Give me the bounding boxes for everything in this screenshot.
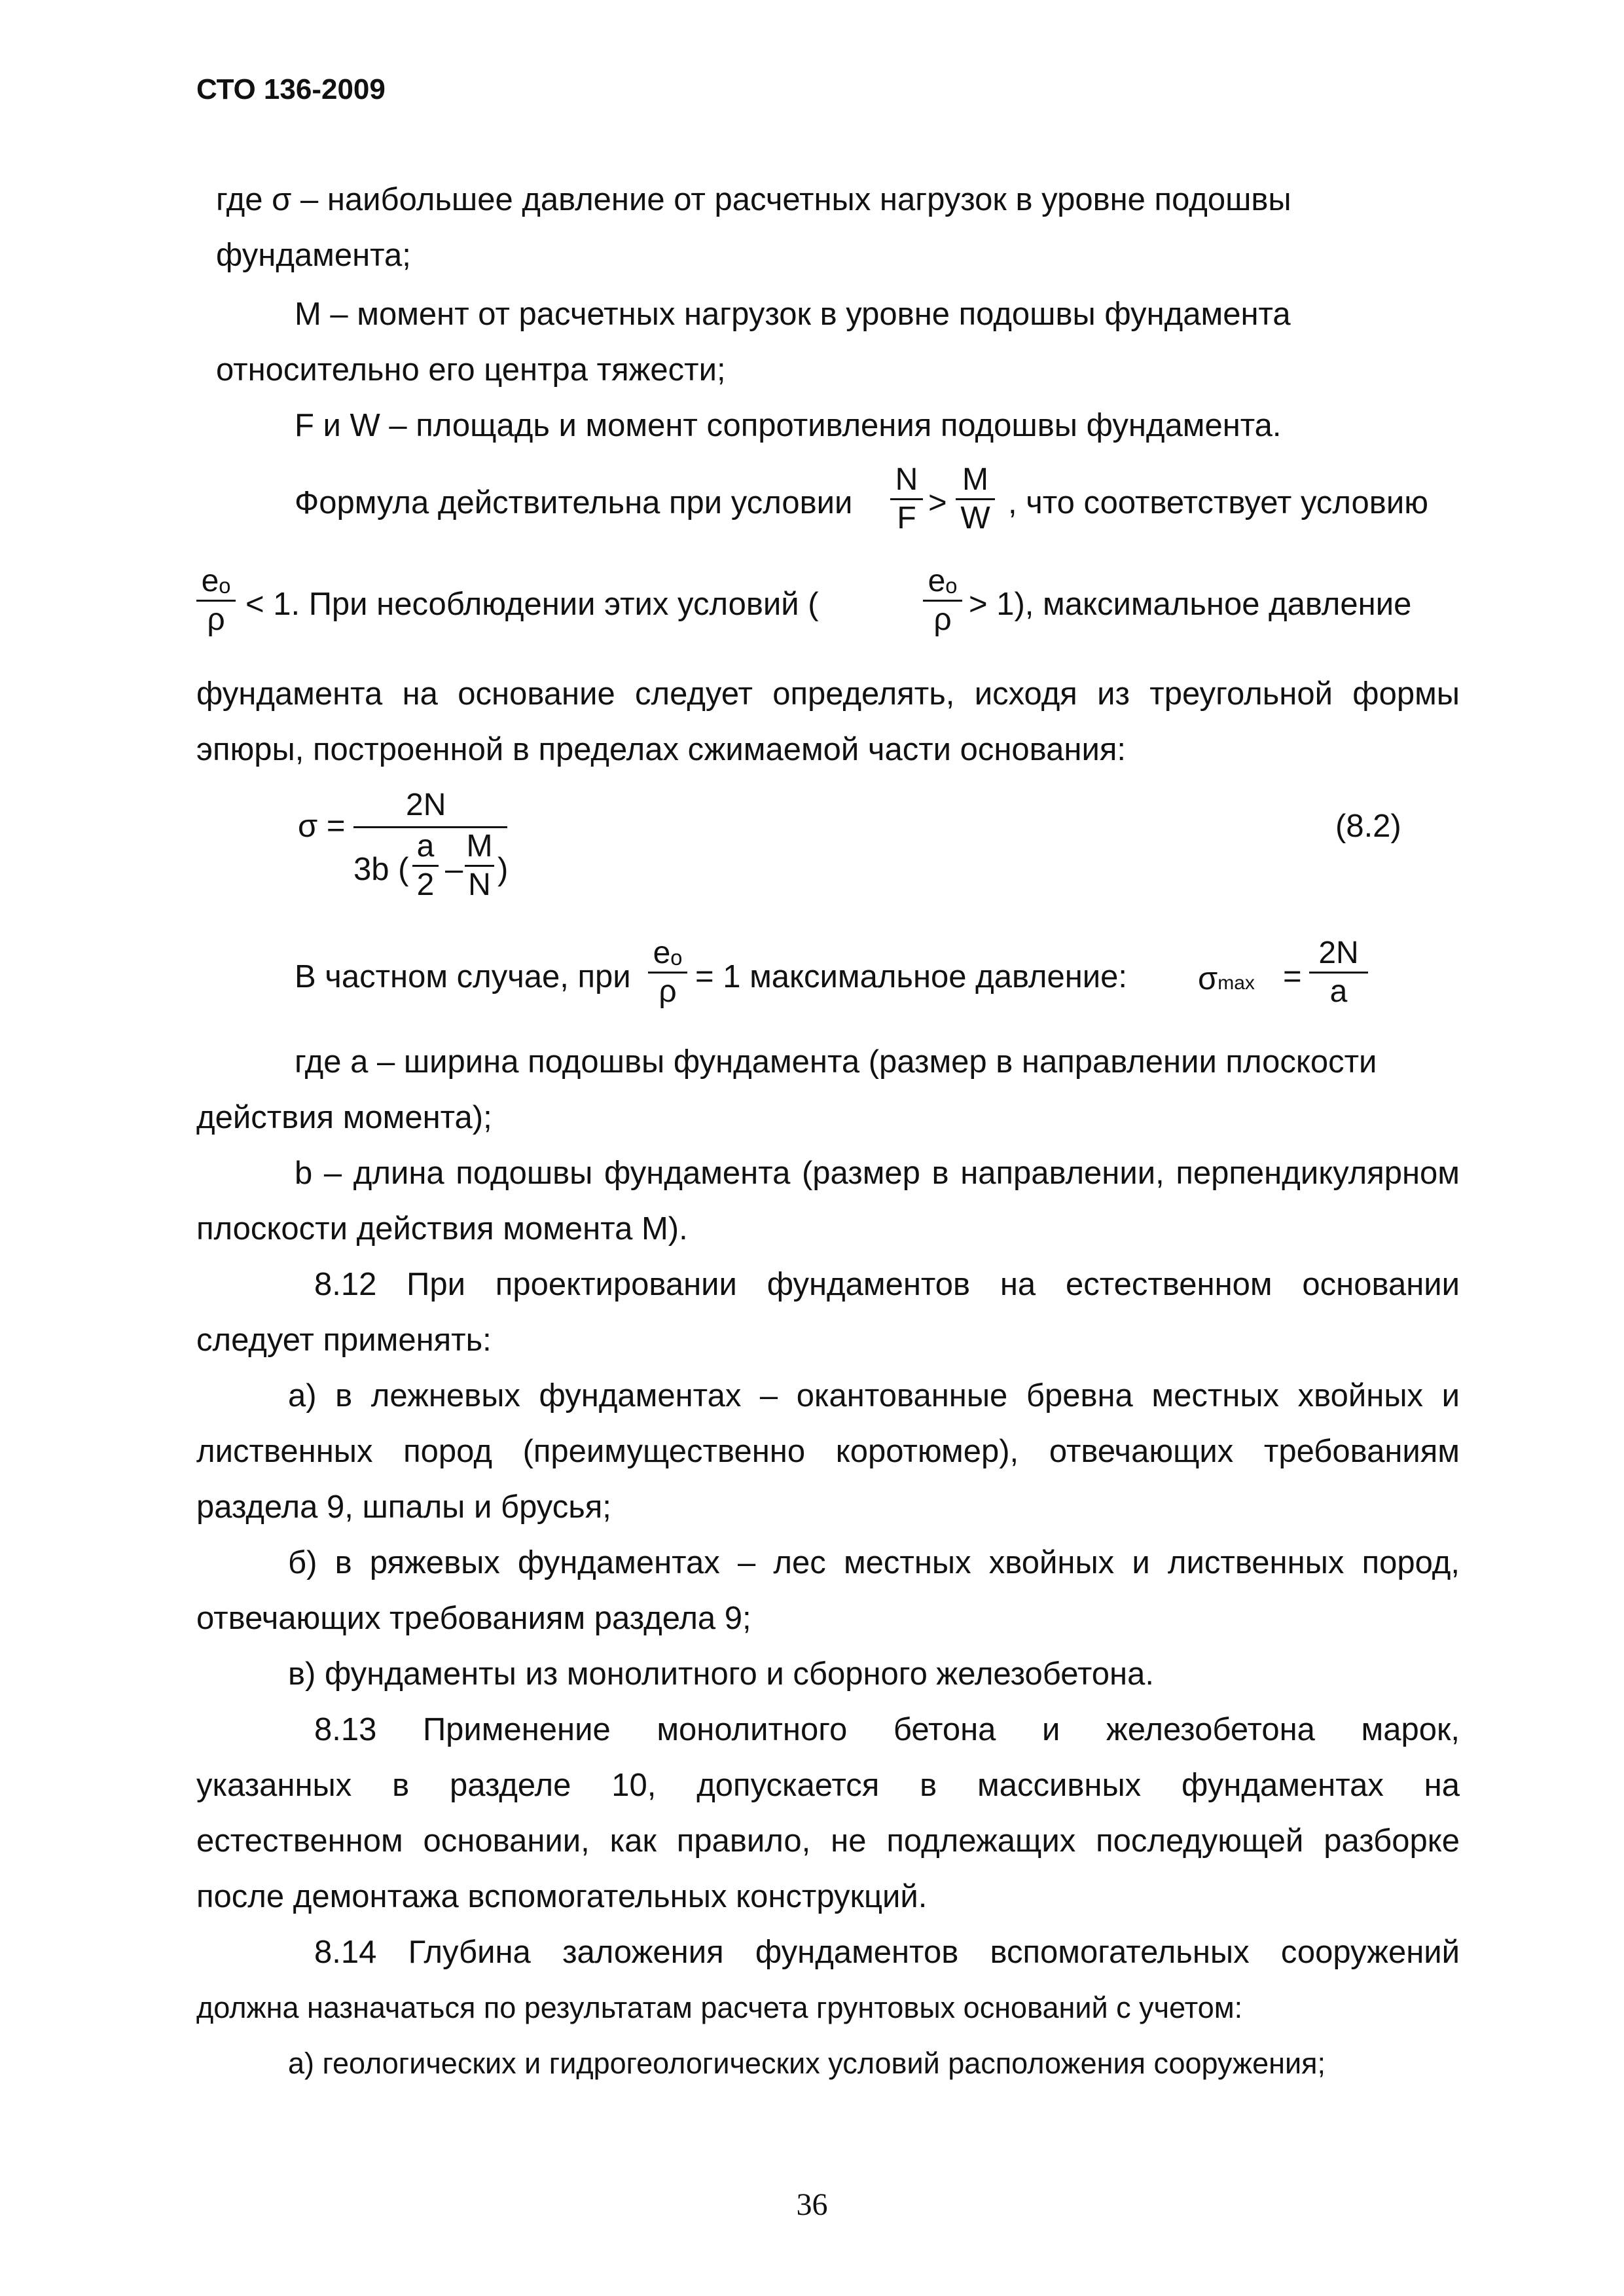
text-line: после демонтажа вспомогательных конструкций. — [196, 1879, 928, 1914]
text-line: эпюры, построенной в пределах сжимаемой части основания: — [196, 732, 1126, 767]
equals-sign: = — [1283, 959, 1302, 994]
numerator: 2N — [1318, 936, 1359, 970]
page-number: 36 — [796, 2187, 828, 2222]
text-line: 8.12 При проектировании фундаментов на естественном основании — [314, 1267, 1460, 1302]
denominator: ρ — [659, 974, 677, 1009]
denominator: 2 — [416, 867, 435, 902]
formula-denominator-suffix: ) — [497, 852, 509, 887]
sigma-symbol: σ — [1198, 961, 1218, 996]
numerator: eₒ — [201, 564, 231, 598]
text-line: 8.13 Применение монолитного бетона и железобетона марок, — [314, 1712, 1460, 1747]
numerator: M — [466, 829, 493, 864]
formula-denominator-prefix: 3b ( — [353, 852, 409, 887]
condition-text: , что соответствует условию — [1008, 485, 1428, 520]
text-line: относительно его центра тяжести; — [216, 352, 726, 388]
fraction-2n-over-a — [1309, 935, 1368, 1010]
fraction-e0-over-rho — [196, 563, 236, 638]
numerator: a — [416, 829, 435, 864]
condition-text: Формула действительна при условии — [295, 485, 853, 520]
denominator: N — [468, 867, 491, 902]
text-line: должна назначаться по результатам расчета грунтовых оснований с учетом: — [196, 1991, 1243, 2024]
text-line: лиственных пород (преимущественно коротюмер), отвечающих требованиям — [196, 1434, 1460, 1469]
fraction-e0-over-rho — [923, 563, 962, 638]
max-subscript: max — [1218, 972, 1255, 994]
text-line: отвечающих требованиям раздела 9; — [196, 1601, 751, 1636]
condition-text: > 1), максимальное давление — [969, 587, 1412, 622]
equation-number: (8.2) — [1335, 809, 1401, 844]
text-line: фундамента; — [216, 238, 411, 273]
fraction-n-over-f — [890, 462, 923, 537]
greater-sign: > — [928, 485, 947, 520]
fraction-m-over-w — [956, 462, 995, 537]
formula-numerator: 2N — [406, 788, 446, 822]
text-line: указанных в разделе 10, допускается в массивных фундаментах на — [196, 1768, 1460, 1803]
text-line: следует применять: — [196, 1322, 492, 1358]
denominator: W — [960, 501, 990, 536]
denominator: ρ — [933, 602, 952, 637]
text-line: а) в лежневых фундаментах – окантованные бревна местных хвойных и — [288, 1378, 1460, 1413]
fraction-e0-over-rho — [648, 935, 687, 1010]
numerator: N — [895, 462, 918, 497]
sigma-equals: σ = — [298, 809, 346, 844]
text-line: b – длина подошвы фундамента (размер в направлении, перпендикулярном — [295, 1156, 1460, 1191]
text-line: 8.14 Глубина заложения фундаментов вспомогательных сооружений — [314, 1935, 1460, 1970]
special-case-text: В частном случае, при — [295, 959, 631, 994]
text-line: а) геологических и гидрогеологических условий расположения сооружения; — [288, 2047, 1326, 2080]
text-line: М – момент от расчетных нагрузок в уровне подошвы фундамента — [295, 297, 1291, 332]
denominator: ρ — [207, 602, 225, 637]
numerator: M — [962, 462, 988, 497]
text-line: б) в ряжевых фундаментах – лес местных хвойных и лиственных пород, — [288, 1545, 1460, 1580]
numerator: eₒ — [653, 936, 683, 970]
numerator: eₒ — [928, 564, 958, 598]
special-case-text: = 1 максимальное давление: — [695, 959, 1128, 994]
text-line: где σ – наибольшее давление от расчетных нагрузок в уровне подошвы — [216, 182, 1291, 217]
text-line: фундамента на основание следует определять, исходя из треугольной формы — [196, 676, 1460, 712]
document-code: СТО 136-2009 — [196, 73, 386, 105]
fraction-a-over-2 — [412, 828, 439, 903]
condition-text: < 1. При несоблюдении этих условий ( — [245, 587, 819, 622]
minus-sign: – — [445, 852, 463, 887]
sigma-max — [1198, 959, 1255, 1003]
text-line: естественном основании, как правило, не подлежащих последующей разборке — [196, 1823, 1460, 1859]
text-line: раздела 9, шпалы и брусья; — [196, 1489, 611, 1525]
text-line: действия момента); — [196, 1100, 492, 1135]
denominator: a — [1329, 974, 1348, 1009]
fraction-m-over-n — [465, 828, 494, 903]
text-line: где а – ширина подошвы фундамента (размер в направлении плоскости — [295, 1044, 1377, 1080]
text-line: F и W – площадь и момент сопротивления подошвы фундамента. — [295, 408, 1282, 443]
denominator: F — [897, 501, 916, 536]
text-line: плоскости действия момента М). — [196, 1211, 688, 1247]
text-line: в) фундаменты из монолитного и сборного железобетона. — [288, 1656, 1154, 1692]
